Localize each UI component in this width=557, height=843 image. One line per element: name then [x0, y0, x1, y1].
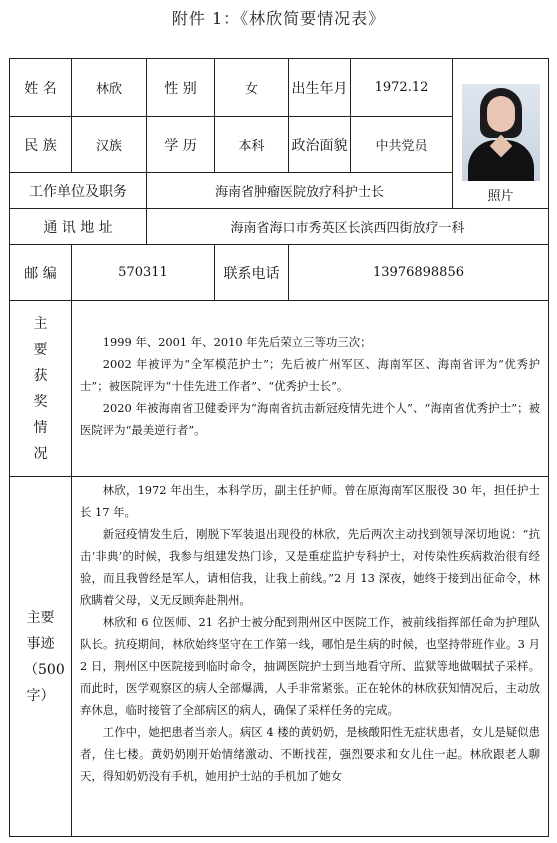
phone-value: 13976898856	[289, 245, 549, 301]
ethnicity-label: 民 族	[10, 117, 72, 173]
work-unit-label: 工作单位及职务	[10, 173, 147, 209]
postcode-value: 570311	[72, 245, 215, 301]
deed-paragraph: 工作中，她把患者当亲人。病区 4 楼的黄奶奶，是核酸阳性无症状患者，女儿是疑似患者，住七楼。黄奶奶刚开始情绪激动、不断找茬，强烈要求和女儿住一起。林欣跟老人聊天，得知奶奶没有手机，她用护士站的手机加了她女	[80, 725, 540, 783]
deeds-section	[72, 477, 549, 837]
gender-label: 性 别	[147, 59, 215, 117]
document-title: 附件 1：《林欣简要情况表》	[171, 9, 386, 28]
deed-paragraph: 林欣，1972 年出生，本科学历，副主任护师。曾在原海南军区服役 30 年，担任护士长 17 年。	[80, 483, 540, 519]
political-label: 政治面貌	[289, 117, 351, 173]
education-value: 本科	[215, 117, 289, 173]
award-item: 2002 年被评为“全军模范护士”；先后被广州军区、海南军区、海南省评为“优秀护士”；被医院评为“十佳先进工作者”、“优秀护士长”。	[80, 357, 540, 393]
name-value: 林欣	[72, 59, 147, 117]
address-label: 通 讯 地 址	[10, 209, 147, 245]
portrait-photo	[462, 84, 540, 181]
deeds-label: 主要事迹（500字）	[10, 477, 72, 837]
work-unit-value: 海南省肿瘤医院放疗科护士长	[147, 173, 453, 209]
award-item: 2020 年被海南省卫健委评为“海南省抗击新冠疫情先进个人”、“海南省优秀护士”；被医院评为“最美逆行者”。	[80, 401, 540, 437]
birth-label: 出生年月	[289, 59, 351, 117]
gender-value: 女	[215, 59, 289, 117]
phone-label: 联系电话	[215, 245, 289, 301]
awards-section	[72, 301, 549, 477]
name-label: 姓 名	[10, 59, 72, 117]
photo-label: 照片	[487, 189, 514, 204]
awards-label: 主要获奖情况	[10, 301, 72, 477]
deed-paragraph: 新冠疫情发生后，刚脱下军装退出现役的林欣，先后两次主动找到领导深切地说：“抗击‘非典’的时候，我参与组建发热门诊，又是重症监护专科护士，对传染性疾病救治很有经验，而且我曾经是军人，请相信我，让我上前线。”2 月 13 深夜，她终于接到出征命令，林欣瞒着父母，义无反顾奔赴荆州。	[80, 527, 540, 607]
photo-cell	[453, 59, 549, 209]
award-item: 1999 年、2001 年、2010 年先后荣立三等功三次；	[102, 335, 372, 349]
ethnicity-value: 汉族	[72, 117, 147, 173]
address-value: 海南省海口市秀英区长滨西四街放疗一科	[147, 209, 549, 245]
political-value: 中共党员	[351, 117, 453, 173]
birth-value: 1972.12	[351, 59, 453, 117]
education-label: 学 历	[147, 117, 215, 173]
info-table	[9, 58, 549, 837]
postcode-label: 邮 编	[10, 245, 72, 301]
deed-paragraph: 林欣和 6 位医师、21 名护士被分配到荆州区中医院工作，被前线指挥部任命为护理队队长。抗疫期间，林欣始终坚守在工作第一线，哪怕是生病的时候，也坚持带班作业。3 月 2 日，荆州区中医院接到临时命令，抽调医院护士到当地看守所、监狱等地做咽拭子采样。而此时，医学观察区的病人全部爆满，人手非常紧张。正在轮休的林欣获知情况后，主动放弃休息，临时接管了全部病区的病人，确保了采样任务的完成。	[80, 615, 540, 717]
